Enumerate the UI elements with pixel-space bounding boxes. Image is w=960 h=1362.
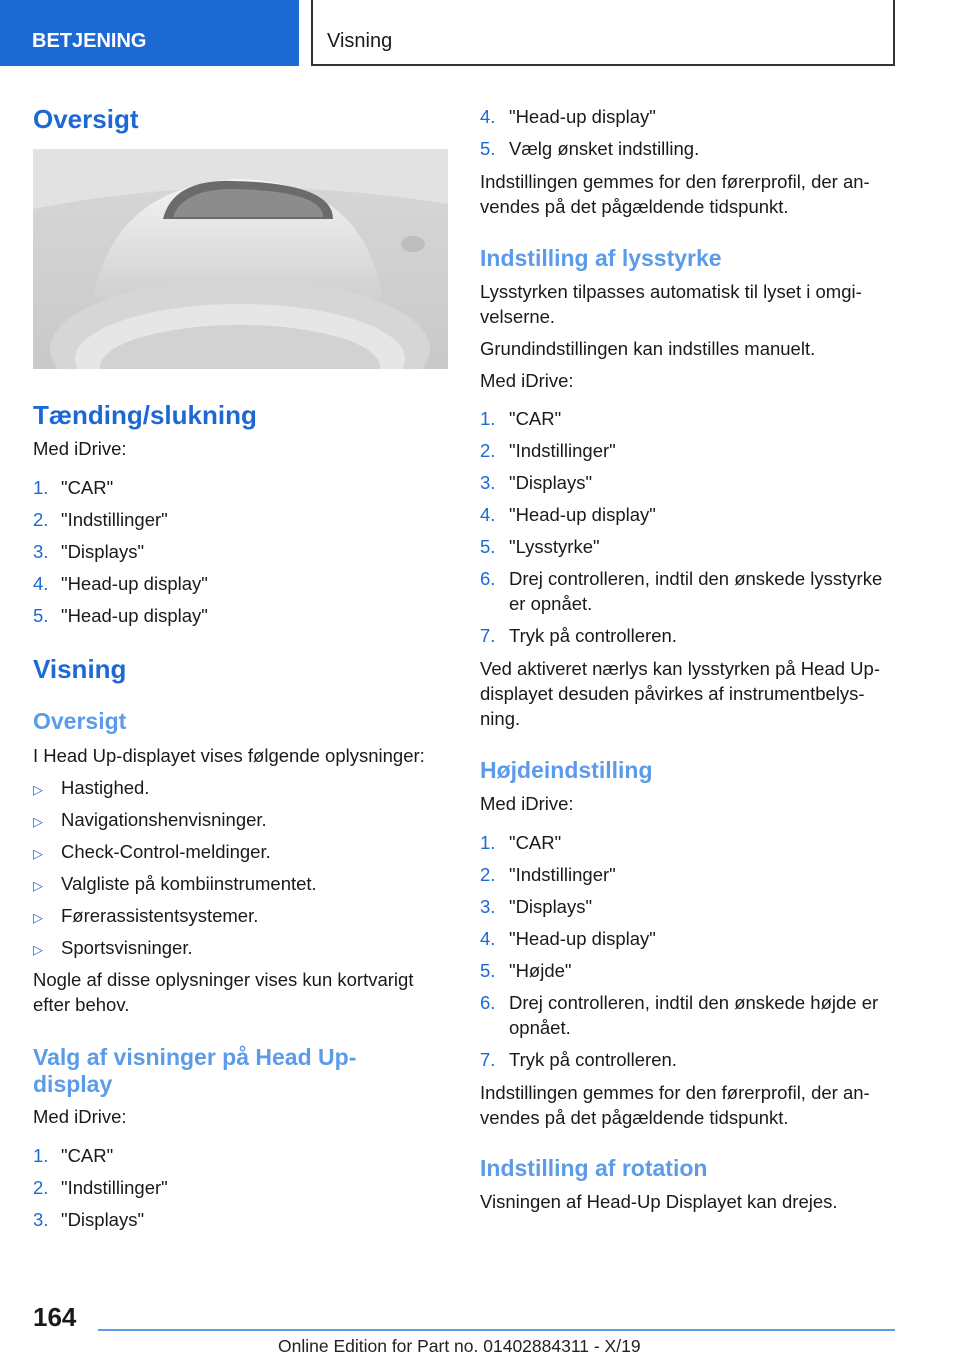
med-idrive-label: Med iDrive: [33, 438, 127, 459]
page-number: 164 [33, 1302, 77, 1332]
subheading-hojde: Højdeindstilling [480, 757, 653, 783]
triangle-bullet-icon: ▷ [33, 910, 43, 925]
saved-text-line1: Indstillingen gemmes for den førerprofil, der an- [480, 171, 870, 192]
saved-text-line2: vendes på det pågældende tidspunkt. [480, 1107, 789, 1128]
lys-text-line1: Lysstyrken tilpasses automatisk til lyset i omgi- [480, 281, 862, 302]
naer-text-line2: displayet desuden påvirkes af instrumentbelys- [480, 683, 865, 704]
subheading-valg-line2: display [33, 1071, 113, 1097]
triangle-bullet-icon: ▷ [33, 942, 43, 957]
triangle-bullet-icon: ▷ [33, 782, 43, 797]
rotation-text: Visningen af Head-Up Displayet kan drejes. [480, 1191, 838, 1212]
footer-edition: Online Edition for Part no. 01402884311 - X/19 [278, 1336, 641, 1356]
heading-oversigt: Oversigt [33, 104, 139, 134]
subheading-lysstyrke: Indstilling af lysstyrke [480, 245, 722, 271]
section-tab: BETJENING [0, 0, 299, 66]
lys-text-line2: velserne. [480, 306, 556, 327]
footer-divider [98, 1329, 895, 1331]
intro-text: I Head Up-displayet vises følgende oplysninger: [33, 745, 425, 766]
note-text-line1: Nogle af disse oplysninger vises kun kortvarigt [33, 969, 414, 990]
saved-text-line2: vendes på det pågældende tidspunkt. [480, 196, 789, 217]
grund-text: Grundindstillingen kan indstilles manuelt. [480, 338, 816, 359]
naer-text-line1: Ved aktiveret nærlys kan lysstyrken på Head Up- [480, 658, 880, 679]
head-up-display-photo [33, 149, 448, 369]
subheading-rotation: Indstilling af rotation [480, 1155, 708, 1181]
med-idrive-label: Med iDrive: [33, 1106, 127, 1127]
heading-taending: Tænding/slukning [33, 400, 257, 430]
med-idrive-label: Med iDrive: [480, 370, 574, 391]
naer-text-line3: ning. [480, 708, 521, 729]
med-idrive-label: Med iDrive: [480, 793, 574, 814]
triangle-bullet-icon: ▷ [33, 846, 43, 861]
triangle-bullet-icon: ▷ [33, 814, 43, 829]
subheading-oversigt: Oversigt [33, 708, 127, 734]
chapter-tab: Visning [311, 0, 895, 66]
triangle-bullet-icon: ▷ [33, 878, 43, 893]
subheading-valg-line1: Valg af visninger på Head Up- [33, 1044, 357, 1070]
saved-text-line1: Indstillingen gemmes for den førerprofil, der an- [480, 1082, 870, 1103]
note-text-line2: efter behov. [33, 994, 130, 1015]
heading-visning: Visning [33, 654, 127, 684]
